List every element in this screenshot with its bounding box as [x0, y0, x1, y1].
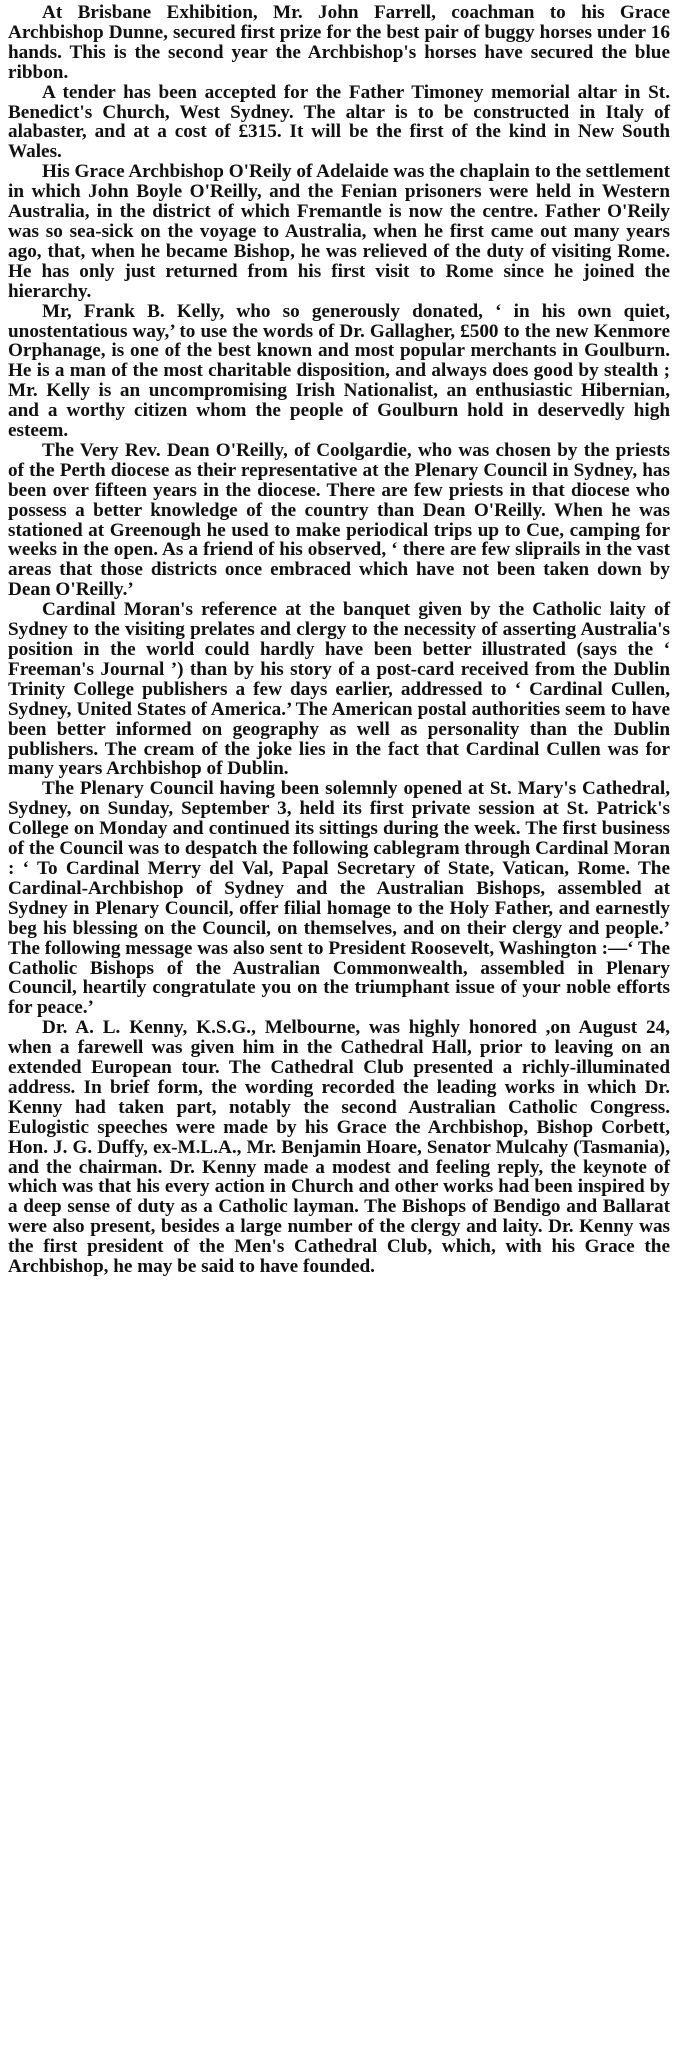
paragraph-brisbane-exhibition: At Brisbane Exhibition, Mr. John Farrell, coachman to his Grace Archbishop Dunne, secured first prize for the best pair of buggy horses under 16 hands. This is the second year the Archbishop's horses have secured the blue ribbon. — [8, 2, 670, 83]
paragraph-timoney-altar: A tender has been accepted for the Father Timoney memorial altar in St. Benedict's Church, West Sydney. The altar is to be constructed in Italy of alabaster, and at a cost of £315. It will be the first of the kind in New South Wales. — [8, 81, 670, 163]
paragraph-archbishop-oreily: His Grace Archbishop O'Reily of Adelaide was the chaplain to the settlement in which John Boyle O'Reilly, and the Fenian prisoners were held in Western Australia, in the district of which Fremantle is now the centre. Father O'Reily was so sea-sick on the voyage to Australia, when he first came out many years ago, that, when he became Bishop, he was relieved of the duty of visiting Rome. He has only just returned from his first visit to Rome since he joined the hierarchy. — [8, 161, 671, 302]
paragraph-cardinal-moran: Cardinal Moran's reference at the banquet given by the Catholic laity of Sydney to the visiting prelates and clergy to the necessity of asserting Australia's position in the world could hardly have been better illustrated (says the ‘ Freeman's Journal ’) than by his story of a post-card received from the Dublin Trinity College publishers a few days earlier, addressed to ‘ Cardinal Cullen, Sydney, United States of America.’ The American postal authorities seem to have been better informed on geography as well as personality than the Dublin publishers. The cream of the joke lies in the fact that Cardinal Cullen was for many years Archbishop of Dublin. — [8, 599, 670, 780]
paragraph-frank-kelly: Mr, Frank B. Kelly, who so generously donated, ‘ in his own quiet, unostentatious way,’ to use the words of Dr. Gallagher, £500 to the new Kenmore Orphanage, is one of the best known and most popular merchants in Goulburn. He is a man of the most charitable disposition, and always does good by stealth ; Mr. Kelly is an uncompromising Irish Nationalist, an enthusiastic Hibernian, and a worthy citizen whom the people of Goulburn hold in deservedly high esteem. — [8, 300, 670, 442]
paragraph-plenary-council: The Plenary Council having been solemnly opened at St. Mary's Cathedral, Sydney, on Sunday, September 3, held its first private session at St. Patrick's College on Monday and continued its sittings during the week. The first business of the Council was to despatch the following cablegram through Cardinal Moran : ‘ To Cardinal Merry del Val, Papal Secretary of State, Vatican, Rome. The Cardinal-Archbishop of Sydney and the Australian Bishops, assembled at Sydney in Plenary Council, offer filial homage to the Holy Father, and earnestly beg his blessing on the Council, on themselves, and on their clergy and people.’ The following message was also sent to President Roosevelt, Washington :—‘ The Catholic Bishops of the Australian Commonwealth, assembled in Plenary Council, heartily congratulate you on the triumphant issue of your noble efforts for peace.’ — [8, 778, 670, 1019]
paragraph-dean-oreilly: The Very Rev. Dean O'Reilly, of Coolgardie, who was chosen by the priests of the Perth diocese as their representative at the Plenary Council in Sydney, has been over fifteen years in the diocese. There are few priests in that diocese who possess a better knowledge of the country than Dean O'Reilly. When he was stationed at Greenough he used to make periodical trips up to Cue, camping for weeks in the open. As a friend of his observed, ‘ there are few sliprails in the vast areas that those districts once embraced which have not been taken down by Dean O'Reilly.’ — [8, 439, 670, 601]
paragraph-dr-kenny: Dr. A. L. Kenny, K.S.G., Melbourne, was highly honored ,on August 24, when a farewell was given him in the Cathedral Hall, prior to leaving on an extended European tour. The Cathedral Club presented a richly-illuminated address. In brief form, the wording recorded the leading works in which Dr. Kenny had taken part, notably the second Australian Catholic Congress. Eulogistic speeches were made by his Grace the Archbishop, Bishop Corbett, Hon. J. G. Duffy, ex-M.L.A., Mr. Benjamin Hoare, Senator Mulcahy (Tasmania), and the chairman. Dr. Kenny made a modest and feeling reply, the keynote of which was that his every action in Church and other works had been inspired by a deep sense of duty as a Catholic layman. The Bishops of Bendigo and Ballarat were also present, besides a large number of the clergy and laity. Dr. Kenny was the first president of the Men's Cathedral Club, which, with his Grace the Archbishop, he may be said to have founded. — [8, 1017, 670, 1278]
